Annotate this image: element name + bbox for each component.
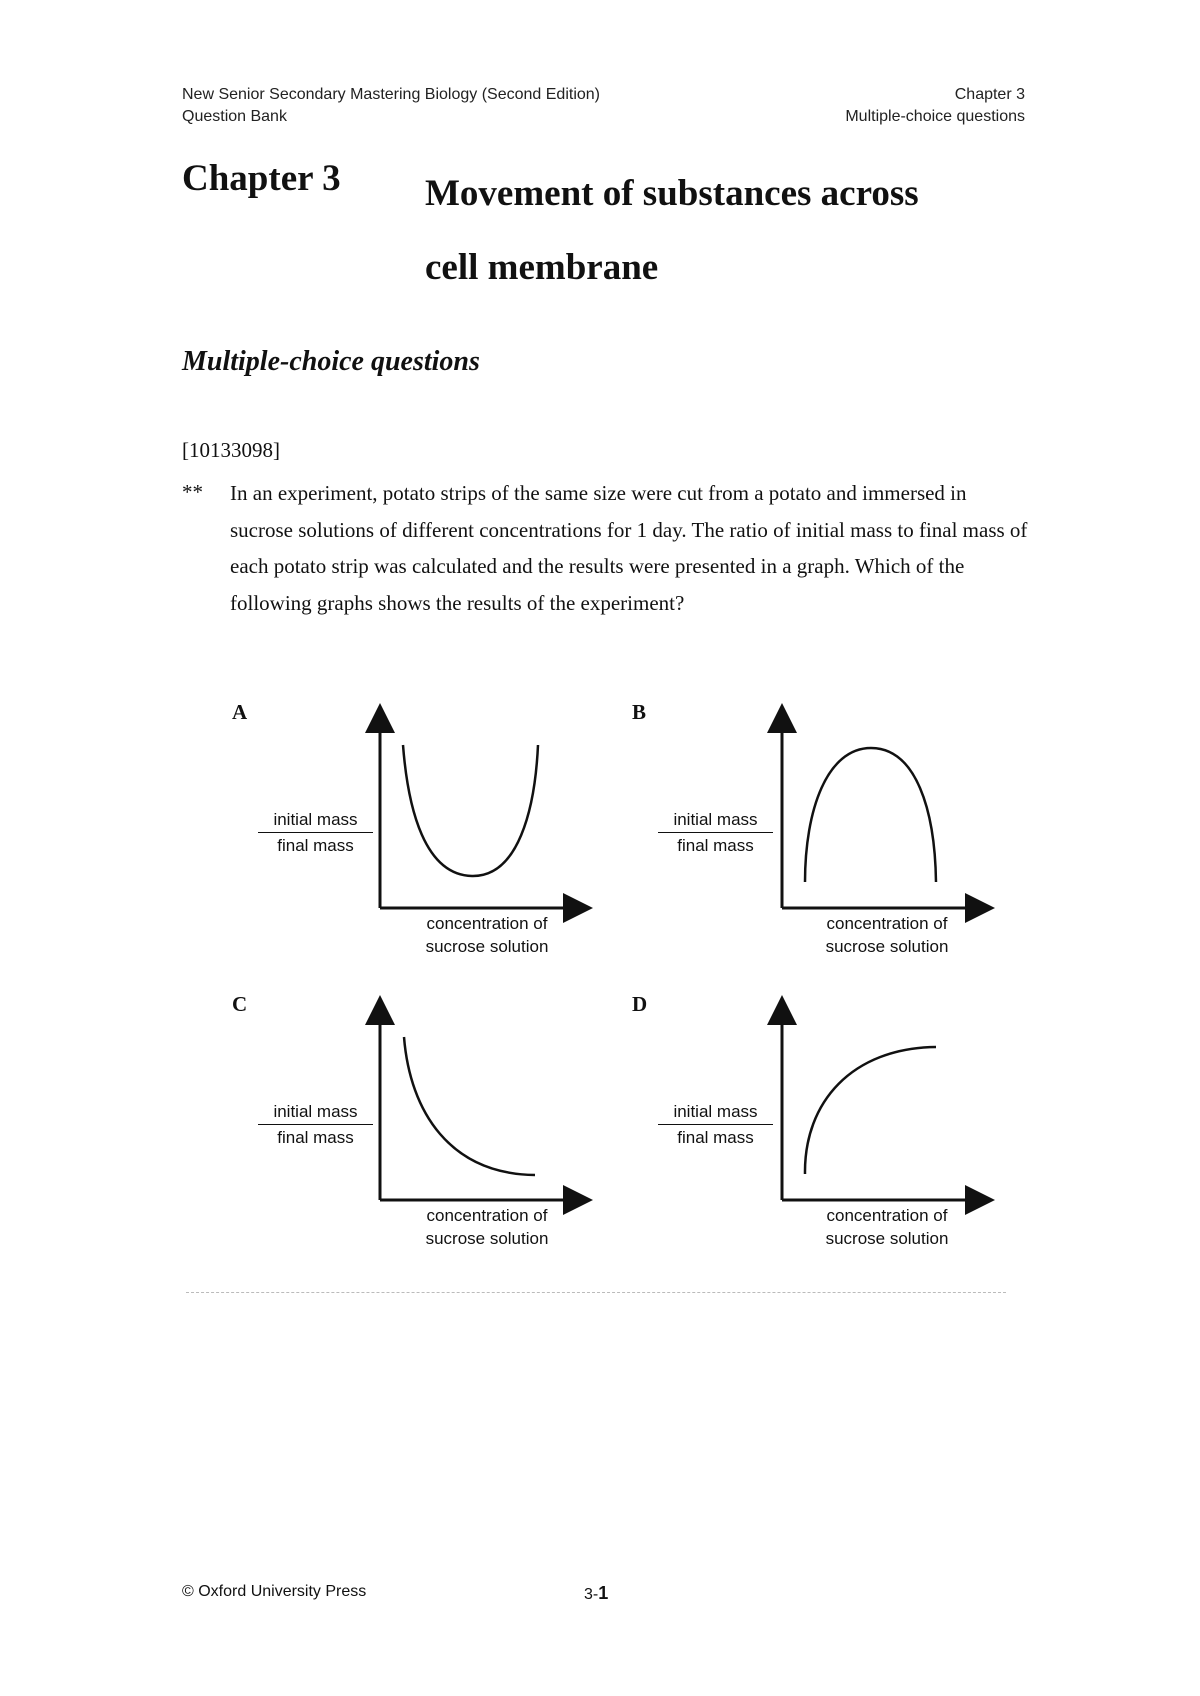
y-axis-label — [258, 1100, 373, 1149]
running-header-left — [182, 84, 600, 128]
running-header-right — [845, 84, 1025, 128]
page-number — [584, 1583, 608, 1604]
publisher-credit: © Oxford University Press — [182, 1583, 367, 1600]
book-subtitle: Question Bank — [182, 108, 287, 125]
y-label-denominator: final mass — [277, 836, 354, 855]
chapter-number: Chapter 3 — [182, 158, 341, 199]
option-c-graph — [250, 992, 610, 1252]
y-axis-label — [258, 808, 373, 857]
y-label-numerator: initial mass — [258, 808, 373, 833]
x-label-line2: sucrose solution — [825, 937, 949, 956]
chapter-title-line2: cell membrane — [425, 247, 659, 288]
y-label-denominator: final mass — [677, 1128, 754, 1147]
increasing-curve — [805, 1047, 936, 1174]
header-chapter: Chapter 3 — [954, 86, 1025, 103]
x-axis-label — [802, 1204, 972, 1250]
page-number-value: 1 — [598, 1583, 609, 1603]
option-d-graph — [652, 992, 1012, 1252]
chapter-title-line1: Movement of substances across — [425, 173, 919, 214]
inverted-u-curve — [805, 748, 936, 882]
x-label-line1: concentration of — [826, 914, 948, 933]
y-axis-label — [658, 1100, 773, 1149]
x-label-line1: concentration of — [826, 1206, 948, 1225]
chapter-title — [425, 157, 985, 305]
x-axis-label — [802, 912, 972, 958]
question-id: [10133098] — [182, 438, 280, 462]
question-divider — [186, 1292, 1006, 1293]
x-label-line2: sucrose solution — [425, 937, 549, 956]
y-axis-label — [658, 808, 773, 857]
book-title: New Senior Secondary Mastering Biology (Second Edition) — [182, 86, 600, 103]
u-shaped-curve — [403, 745, 538, 876]
x-label-line2: sucrose solution — [425, 1229, 549, 1248]
x-label-line1: concentration of — [426, 1206, 548, 1225]
option-c-label: C — [232, 992, 248, 1016]
option-b-graph — [652, 700, 1012, 960]
difficulty-marker: ** — [182, 480, 203, 504]
y-label-numerator: initial mass — [658, 1100, 773, 1125]
y-label-denominator: final mass — [677, 836, 754, 855]
y-label-numerator: initial mass — [658, 808, 773, 833]
x-axis-label — [402, 912, 572, 958]
y-label-denominator: final mass — [277, 1128, 354, 1147]
header-section: Multiple-choice questions — [845, 108, 1025, 125]
option-d-label: D — [632, 992, 648, 1016]
x-label-line2: sucrose solution — [825, 1229, 949, 1248]
decreasing-curve — [404, 1037, 535, 1175]
section-title: Multiple-choice questions — [182, 346, 480, 377]
option-a-label: A — [232, 700, 248, 724]
option-b-label: B — [632, 700, 647, 724]
y-label-numerator: initial mass — [258, 1100, 373, 1125]
x-label-line1: concentration of — [426, 914, 548, 933]
question-text: In an experiment, potato strips of the same size were cut from a potato and immersed in sucrose solutions of different concentrations for 1 day. The ratio of initial mass to final mass of each potato strip was calculated and the results were presented in a graph. Which of the following graphs shows the results of the experiment? — [230, 481, 1028, 615]
x-axis-label — [402, 1204, 572, 1250]
option-a-graph — [250, 700, 610, 960]
page-prefix: 3- — [584, 1586, 599, 1603]
